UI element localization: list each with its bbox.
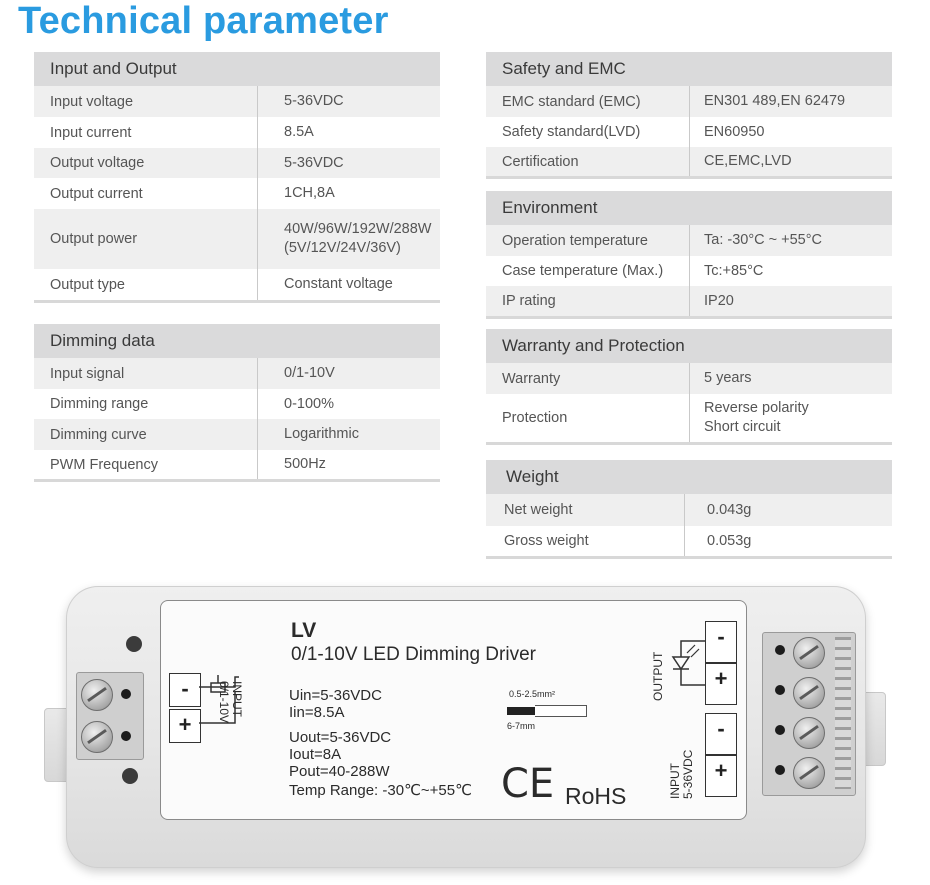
row-value-line: Short circuit — [704, 419, 781, 435]
row-value — [258, 209, 431, 269]
rohs-mark: RoHS — [565, 783, 627, 809]
product-label — [160, 600, 747, 820]
table-row — [486, 225, 892, 256]
table-row — [34, 419, 440, 450]
row-value: EN301 489,EN 62479 — [704, 93, 846, 109]
terminal-hole — [775, 725, 785, 735]
table-row — [486, 363, 892, 394]
output-plus-pin: + — [705, 663, 737, 705]
power-input-voltage: 5-36VDC — [681, 749, 695, 799]
row-value: 1CH,8A — [284, 185, 335, 201]
model-name: LV — [291, 619, 317, 642]
table-row — [486, 147, 892, 176]
row-key: IP rating — [486, 286, 690, 316]
table-input-output — [34, 52, 440, 303]
table-row — [34, 269, 440, 300]
mounting-hole — [122, 768, 138, 784]
table-heading: Weight — [486, 460, 892, 494]
table-heading: Warranty and Protection — [486, 329, 892, 363]
spec-pout: Pout=40-288W — [289, 763, 390, 780]
power-input-label — [669, 750, 695, 799]
terminal-hole — [775, 645, 785, 655]
table-row — [34, 178, 440, 209]
row-value-line: 40W/96W/192W/288W — [284, 221, 432, 237]
terminal-screw-icon — [81, 721, 113, 753]
input-signal-label — [217, 681, 243, 723]
table-safety-emc — [486, 52, 892, 179]
row-key: Warranty — [486, 363, 690, 394]
input-plus-pin: + — [169, 709, 201, 743]
input-label: INPUT — [230, 681, 244, 717]
row-key: Input signal — [34, 358, 258, 389]
row-value: 0/1-10V — [284, 365, 335, 381]
row-key: Safety standard(LVD) — [486, 117, 690, 147]
spec-uin: Uin=5-36VDC — [289, 687, 382, 704]
spec-iout: Iout=8A — [289, 746, 342, 763]
spec-iin: Iin=8.5A — [289, 704, 345, 721]
input-minus-pin: - — [169, 673, 201, 707]
table-dimming-data — [34, 324, 440, 482]
table-weight — [486, 460, 892, 559]
spec-temp: Temp Range: -30℃~+55℃ — [289, 782, 472, 799]
row-key: Input voltage — [34, 86, 258, 117]
row-key: Output current — [34, 178, 258, 209]
row-value: 500Hz — [284, 456, 326, 472]
terminal-hole — [121, 689, 131, 699]
table-warranty-protection — [486, 329, 892, 445]
table-environment — [486, 191, 892, 319]
row-key: Output voltage — [34, 148, 258, 178]
terminal-hole — [775, 765, 785, 775]
table-heading: Environment — [486, 191, 892, 225]
row-value: EN60950 — [704, 123, 765, 140]
led-symbol-icon — [667, 617, 707, 697]
row-value: Constant voltage — [284, 276, 393, 292]
terminal-screw-icon — [793, 717, 825, 749]
row-key: Output power — [34, 209, 258, 269]
input-signal-terminal — [76, 672, 144, 760]
row-value: Logarithmic — [284, 426, 359, 442]
table-row — [486, 526, 892, 556]
table-row — [486, 256, 892, 286]
table-row — [34, 389, 440, 419]
output-minus-pin: - — [705, 621, 737, 663]
terminal-screw-icon — [793, 757, 825, 789]
strip-length: 6-7mm — [507, 721, 536, 731]
row-key: Input current — [34, 117, 258, 148]
row-value: 8.5A — [284, 124, 314, 140]
table-row — [34, 117, 440, 148]
table-heading: Dimming data — [34, 324, 440, 358]
row-value: IP20 — [704, 292, 734, 309]
row-key: EMC standard (EMC) — [486, 86, 690, 117]
terminal-hole — [121, 731, 131, 741]
row-value — [690, 394, 809, 442]
row-value: 5-36VDC — [284, 154, 344, 171]
terminal-screw-icon — [81, 679, 113, 711]
row-value: CE,EMC,LVD — [704, 153, 792, 169]
wire-gauge: 0.5-2.5mm² — [509, 689, 556, 699]
row-key: Output type — [34, 269, 258, 300]
row-value: Tc:+85°C — [704, 262, 764, 279]
device-illustration — [0, 580, 930, 885]
row-value-line: Reverse polarity — [704, 400, 809, 416]
row-value-line: (5V/12V/24V/36V) — [284, 240, 401, 256]
row-key: Dimming range — [34, 389, 258, 419]
spec-uout: Uout=5-36VDC — [289, 729, 392, 746]
row-key: Dimming curve — [34, 419, 258, 450]
table-row — [486, 117, 892, 147]
table-heading: Safety and EMC — [486, 52, 892, 86]
table-row — [486, 286, 892, 316]
mounting-hole — [126, 636, 142, 652]
output-label: OUTPUT — [651, 651, 665, 701]
product-name: 0/1-10V LED Dimming Driver — [291, 644, 536, 665]
row-key: PWM Frequency — [34, 450, 258, 479]
table-heading: Input and Output — [34, 52, 440, 86]
row-value: 5 years — [704, 370, 752, 386]
ce-mark: CE — [501, 761, 555, 807]
row-key: Case temperature (Max.) — [486, 256, 690, 286]
power-minus-pin: - — [705, 713, 737, 755]
table-row — [34, 86, 440, 117]
terminal-screw-icon — [793, 637, 825, 669]
row-key: Protection — [486, 394, 690, 442]
terminal-fins — [835, 637, 851, 789]
wire-strip-icon — [507, 705, 587, 717]
terminal-hole — [775, 685, 785, 695]
row-value: 0.043g — [707, 501, 752, 518]
table-row — [486, 86, 892, 117]
row-value: 0.053g — [707, 532, 752, 549]
table-row — [486, 394, 892, 442]
table-row — [486, 494, 892, 526]
row-key: Gross weight — [486, 526, 685, 556]
row-key: Certification — [486, 147, 690, 176]
power-input-title: INPUT — [668, 763, 682, 799]
table-row — [34, 358, 440, 389]
terminal-screw-icon — [793, 677, 825, 709]
table-row — [34, 209, 440, 269]
power-terminal — [762, 632, 856, 796]
input-signal-range: 0/1-10V — [217, 681, 231, 724]
row-key: Operation temperature — [486, 225, 690, 256]
row-key: Net weight — [486, 494, 685, 526]
power-plus-pin: + — [705, 755, 737, 797]
table-row — [34, 450, 440, 479]
page-title: Technical parameter — [18, 0, 389, 42]
row-value: 0-100% — [284, 395, 334, 412]
table-row — [34, 148, 440, 178]
row-value: Ta: -30°C ~ +55°C — [704, 232, 822, 248]
row-value: 5-36VDC — [284, 93, 344, 109]
